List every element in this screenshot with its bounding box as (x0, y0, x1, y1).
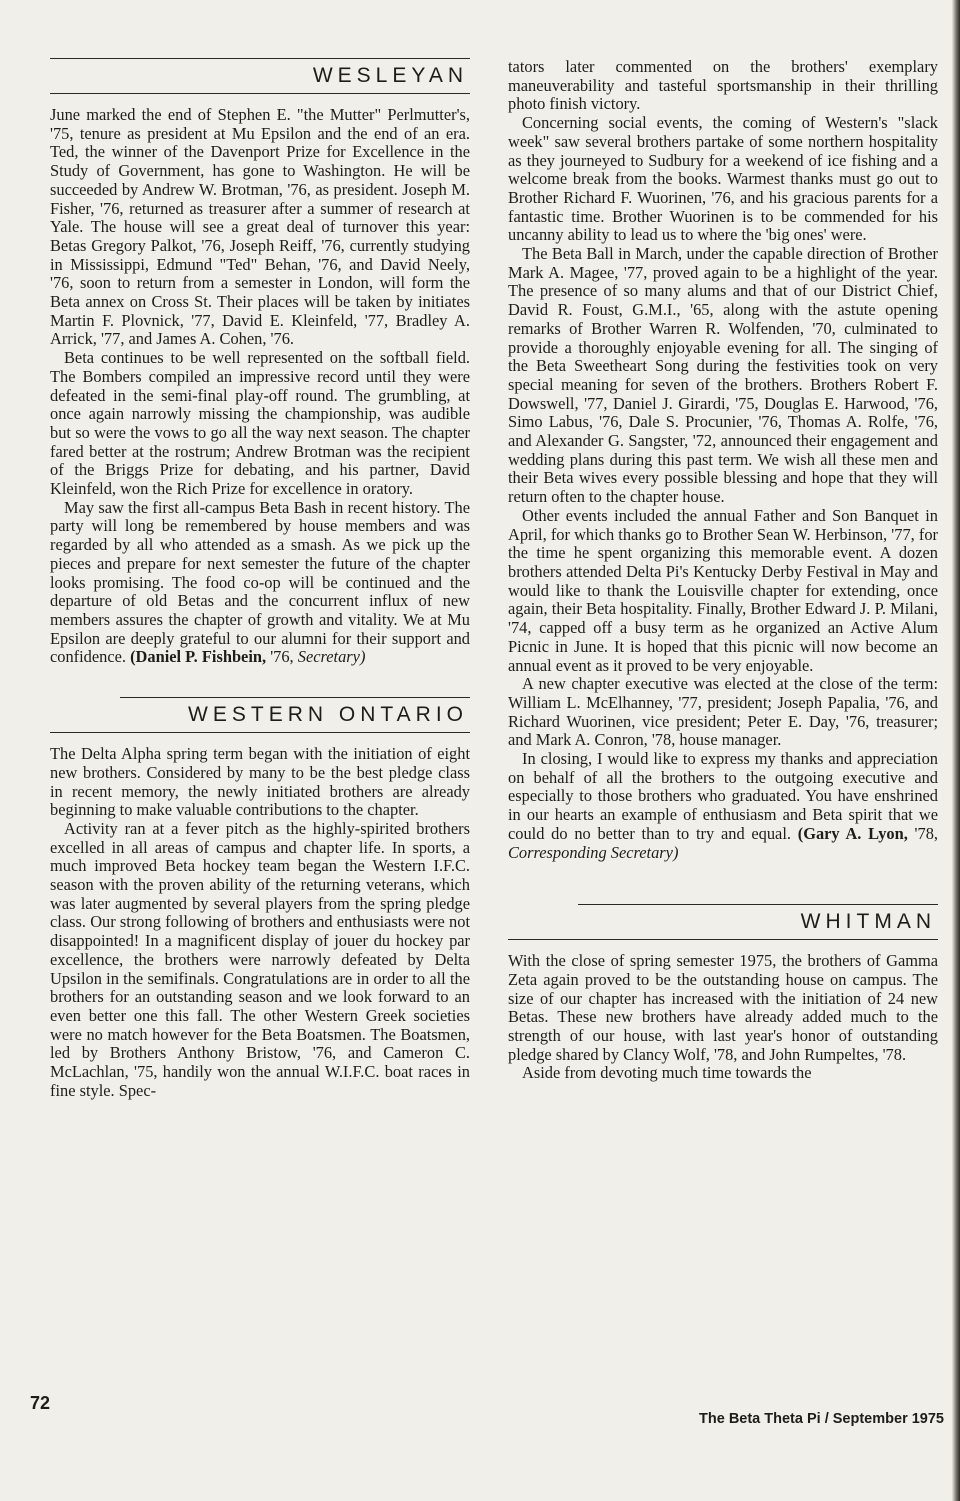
paragraph: A new chapter executive was elected at the close of the term: William L. McElhanney, '77, president; Joseph Papalia, '76, and Richard Wuorinen, vice president; Peter E. Day, '76, treasurer; and Mark A. Conron, '78, house manager. (508, 674, 938, 750)
section-title-whitman: WHITMAN (800, 910, 936, 934)
section-header-western-ontario (50, 697, 470, 733)
paragraph (508, 750, 938, 862)
paragraph: The Delta Alpha spring term began with the initiation of eight new brothers. Considered by many to be the best pledge class in recent memory, the newly initiated brothers are already beginning to make valuable contributions to the chapter. (50, 744, 470, 820)
signature-name: (Daniel P. Fishbein, (130, 647, 267, 667)
header-rule-bottom (508, 939, 938, 940)
running-footer: The Beta Theta Pi / September 1975 (699, 1411, 944, 1427)
page-edge-shadow (952, 0, 960, 1501)
signature-year: '78, (907, 823, 938, 843)
paragraph: Beta continues to be well represented on the softball field. The Bombers compiled an impressive record until they were defeated in the semi-final play-off round. The grumbling, at once again narrowly missing the championship, was audible but so were the vows to go all the way next season. The chapter fared better at the rostrum; Andrew Brotman was the recipient of the Briggs Prize for debating, and his partner, David Kleinfeld, won the Rich Prize for excellence in oratory. (50, 348, 470, 499)
paragraph (50, 499, 470, 667)
paragraph: The Beta Ball in March, under the capable direction of Brother Mark A. Magee, '77, proved again to be a highlight of the year. The presence of so many alums and that of our District Chief, David R. Foust, G.M.I., '65, along with the astute opening remarks of Brother Warren R. Wolfenden, '70, culminated to provide a thoroughly enjoyable evening for all. The singing of the Beta Sweetheart Song during the festivities took on very special meaning for seven of the brothers. Brothers Robert F. Dowswell, '77, Daniel J. Girardi, '75, Douglas E. Harwood, '76, Simo Labus, '76, Dale S. Procunier, '76, Thomas A. Rolfe, '76, and Alexander G. Sangster, '72, announced their engagement and wedding plans during this past term. We wish all these men and their Beta wives every possible blessing and hope that they will return often to the chapter house. (508, 244, 938, 507)
section-title-wesleyan: WESLEYAN (312, 64, 468, 87)
header-rule-bottom (50, 93, 470, 94)
paragraph-text: In closing, I would like to express my thanks and appreciation on behalf of all the brothers to the outgoing executive and especially to those brothers who graduated. You have enshrined in our hearts an example of enthusiasm and Beta spirit that we could do no better than to try and equal. (508, 749, 938, 843)
western-ontario-continued (508, 58, 938, 862)
paragraph: With the close of spring semester 1975, the brothers of Gamma Zeta again proved to be the outstanding house on campus. The size of our chapter has increased with the initiation of 24 new Betas. These new brothers have already added much to the strength of our house, with last year's honor of outstanding pledge shared by Clancy Wolf, '78, and John Rumpeltes, '78. (508, 951, 938, 1064)
whitman-article (508, 952, 938, 1083)
signature-role: Corresponding Secretary) (508, 842, 679, 862)
section-title-western-ontario: WESTERN ONTARIO (188, 703, 468, 727)
paragraph: Aside from devoting much time towards the (522, 1063, 812, 1083)
paragraph: Concerning social events, the coming of Western's "slack week" saw several brothers partake of some northern hospitality as they journeyed to Sudbury for a weekend of ice fishing and a welcome break from the books. Warmest thanks must go out to Brother Richard F. Wuorinen, '76, and his gracious parents for a fantastic time. Brother Wuorinen is to be commended for his uncanny ability to lead us to where the 'big ones' were. (508, 113, 938, 245)
signature-role: Secretary) (297, 647, 366, 667)
paragraph: tators later commented on the brothers' exemplary maneuverability and tasteful sportsmanship in their thrilling photo finish victory. (508, 57, 938, 114)
page-number: 72 (30, 1393, 51, 1413)
section-header-wesleyan (50, 58, 470, 94)
signature-name: (Gary A. Lyon, (797, 823, 908, 843)
header-rule-bottom (50, 732, 470, 733)
left-column (50, 58, 470, 1100)
right-column (508, 58, 938, 1083)
signature-year: '76, (266, 647, 298, 667)
paragraph-text: May saw the first all-campus Beta Bash in recent history. The party will long be remembered by house members and was regarded by all who attended as a smash. As we pick up the pieces and prepare for next semester the future of the chapter looks promising. The food co-op will be continued and the departure of old Betas and the concurrent influx of new members assures the chapter of growth and vitality. We at Mu Epsilon are deeply grateful to our alumni for their support and confidence. (50, 497, 470, 667)
wesleyan-article (50, 106, 470, 667)
western-ontario-article (50, 745, 470, 1100)
paragraph: Activity ran at a fever pitch as the highly-spirited brothers excelled in all areas of campus and chapter life. In sports, a much improved Beta hockey team began the Western I.F.C. season with the proven ability of the returning veterans, which was later augmented by several players from the spring pledge class. Our strong following of brothers and enthusiasts were not disappointed! In a magnificent display of jouer du hockey par excellence, the brothers were narrowly defeated by Delta Upsilon in the semifinals. Congratulations are in order to all the brothers for an outstanding season and we look forward to an even better one this fall. The other Western Greek societies were no match however for the Beta Boatsmen. The Boatsmen, led by Brothers Anthony Bristow, '76, and Cameron C. McLachlan, '75, handily won the annual W.I.F.C. boat races in fine style. Spec- (50, 818, 470, 1100)
paragraph: June marked the end of Stephen E. "the Mutter" Perlmutter's, '75, tenure as president at Mu Epsilon and the end of an era. Ted, the winner of the Davenport Prize for Excellence in the Study of Government, has gone to Washington. He will be succeeded by Andrew W. Brotman, '76, as president. Joseph M. Fisher, '76, returned as treasurer after a summer of research at Yale. The house will see a great deal of turnover this year: Betas Gregory Palkot, '76, Joseph Reiff, '76, currently studying in Mississippi, Edmund "Ted" Behan, '76, and David Neely, '76, soon to return from a semester in London, will form the Beta annex on Cross St. Their places will be taken by initiates Martin F. Plovnick, '77, David E. Kleinfeld, '77, Bradley A. Arrick, '77, and James A. Cohen, '76. (50, 105, 470, 349)
paragraph: Other events included the annual Father and Son Banquet in April, for which thanks go to Brother Sean W. Herbinson, '77, for the time he spent organizing this memorable event. A dozen brothers attended Delta Pi's Kentucky Derby Festival in May and would like to thank the Louisville chapter for extending, once again, their Beta hospitality. Finally, Brother Edward J. P. Milani, '74, capped off a busy term as he organized an Active Alum Picnic in June. It is hoped that this picnic will now become an annual event as it proved to be very enjoyable. (508, 505, 938, 675)
section-header-whitman (508, 904, 938, 940)
